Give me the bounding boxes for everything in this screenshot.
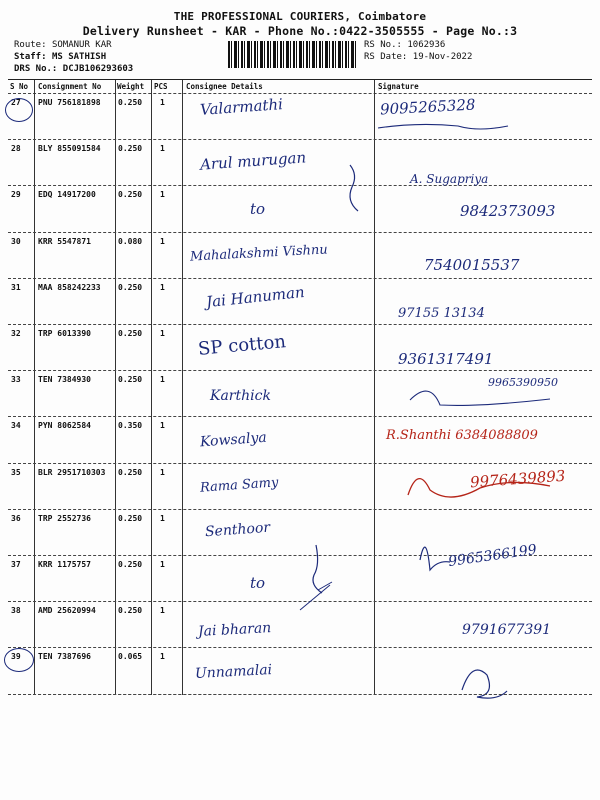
weight-cell: 0.250 bbox=[118, 98, 143, 107]
bracket-stroke bbox=[313, 545, 322, 593]
company-title: THE PROFESSIONAL COURIERS, Coimbatore bbox=[173, 10, 427, 23]
arrow-stroke bbox=[300, 582, 332, 610]
col-sno: S No bbox=[10, 82, 29, 91]
signature-handwriting: 9965366199 bbox=[447, 541, 538, 571]
consignee-handwriting: SP cotton bbox=[197, 331, 287, 360]
pcs-cell: 1 bbox=[160, 606, 165, 616]
consignee-handwriting: Jai Hanuman bbox=[205, 282, 306, 312]
weight-cell: 0.350 bbox=[118, 421, 143, 431]
weight-cell: 0.065 bbox=[118, 652, 143, 662]
consignment-cell: MAA 858242233 bbox=[38, 282, 101, 292]
consignee-handwriting: Rama Samy bbox=[199, 475, 279, 496]
rs-no-value: 1062936 bbox=[407, 40, 446, 50]
sno-cell: 30 bbox=[11, 236, 21, 246]
weight-cell: 0.250 bbox=[118, 467, 143, 477]
pcs-cell: 1 bbox=[160, 329, 165, 338]
rs-no-label: RS No.: bbox=[364, 40, 402, 50]
consignee-handwriting: Jai bharan bbox=[197, 620, 272, 640]
signature-handwriting: R.Shanthi 6384088809 bbox=[386, 428, 538, 443]
consignment-cell: BLY 855091584 bbox=[38, 144, 101, 154]
consignee-handwriting: Arul murugan bbox=[199, 148, 307, 174]
consignment-cell: PYN 8062584 bbox=[38, 421, 91, 431]
pcs-cell: 1 bbox=[160, 144, 165, 154]
consignment-cell: EDQ 14917200 bbox=[38, 190, 96, 200]
runsheet-subtitle: Delivery Runsheet - KAR - Phone No.:0422-3505555 - Page No.:3 bbox=[82, 24, 518, 38]
signature-handwriting: 9791677391 bbox=[462, 622, 552, 638]
rs-date-value: 19-Nov-2022 bbox=[412, 52, 473, 62]
pcs-cell: 1 bbox=[160, 98, 165, 107]
weight-cell: 0.080 bbox=[118, 236, 143, 246]
pcs-cell: 1 bbox=[160, 421, 165, 431]
sno-cell: 27 bbox=[11, 98, 21, 107]
staff-value: MS SATHISH bbox=[51, 52, 107, 62]
consignee-handwriting: Mahalakshmi Vishnu bbox=[189, 242, 329, 265]
sno-cell: 37 bbox=[11, 560, 21, 569]
pcs-cell: 1 bbox=[160, 236, 165, 246]
signature-handwriting: 9965390950 bbox=[488, 376, 558, 389]
col-weight: Weight bbox=[117, 82, 145, 91]
weight-cell: 0.250 bbox=[118, 144, 143, 154]
consignee-handwriting: Unnamalai bbox=[194, 661, 273, 683]
weight-cell: 0.250 bbox=[118, 282, 143, 292]
weight-cell: 0.250 bbox=[118, 513, 143, 523]
signature-stroke bbox=[378, 124, 508, 129]
col-signature: Signature bbox=[378, 82, 419, 91]
sno-cell: 28 bbox=[11, 144, 21, 154]
signature-handwriting: 9976439893 bbox=[469, 466, 566, 492]
sno-cell: 29 bbox=[11, 190, 21, 200]
pcs-cell: 1 bbox=[160, 375, 165, 385]
pcs-cell: 1 bbox=[160, 282, 165, 292]
weight-cell: 0.250 bbox=[118, 375, 143, 385]
sno-cell: 31 bbox=[11, 282, 21, 292]
drs-value: DCJB106293603 bbox=[62, 64, 134, 74]
pcs-cell: 1 bbox=[160, 513, 165, 523]
signature-handwriting: 9842373093 bbox=[460, 202, 556, 220]
signature-handwriting: 97155 13134 bbox=[398, 306, 485, 321]
consignment-cell: KRR 1175757 bbox=[38, 560, 91, 569]
consignment-cell: TEN 7387696 bbox=[38, 652, 91, 662]
consignment-cell: TRP 6013390 bbox=[38, 329, 91, 338]
pcs-cell: 1 bbox=[160, 467, 165, 477]
weight-cell: 0.250 bbox=[118, 190, 143, 200]
sno-cell: 36 bbox=[11, 513, 21, 523]
bracket-stroke bbox=[350, 165, 358, 211]
pcs-cell: 1 bbox=[160, 560, 165, 569]
table-bottom-rule bbox=[8, 694, 592, 695]
signature-handwriting: A. Sugapriya bbox=[410, 172, 489, 186]
consignee-handwriting: to bbox=[250, 200, 266, 218]
consignment-cell: BLR 2951710303 bbox=[38, 467, 106, 477]
consignment-cell: TRP 2552736 bbox=[38, 513, 91, 523]
consignee-handwriting: Karthick bbox=[210, 388, 271, 404]
consignee-handwriting: Kowsalya bbox=[199, 429, 268, 451]
weight-cell: 0.250 bbox=[118, 560, 143, 569]
col-consignee: Consignee Details bbox=[186, 82, 263, 91]
col-consignment: Consignment No bbox=[38, 82, 102, 91]
sno-cell: 33 bbox=[11, 375, 21, 385]
sno-cell: 38 bbox=[11, 606, 21, 616]
signature-handwriting: 9095265328 bbox=[379, 95, 476, 119]
consignment-cell: PNU 756181898 bbox=[38, 98, 101, 107]
sno-cell: 32 bbox=[11, 329, 21, 338]
signature-handwriting: 9361317491 bbox=[398, 350, 494, 368]
signature-stroke bbox=[420, 547, 450, 570]
pcs-cell: 1 bbox=[160, 190, 165, 200]
sno-cell: 35 bbox=[11, 467, 21, 477]
staff-label: Staff: bbox=[14, 52, 47, 62]
consignee-handwriting: Valarmathi bbox=[199, 95, 284, 119]
sno-cell: 34 bbox=[11, 421, 21, 431]
rs-date-label: RS Date: bbox=[364, 52, 408, 62]
col-pcs: PCS bbox=[154, 82, 168, 91]
weight-cell: 0.250 bbox=[118, 329, 143, 338]
consignment-cell: AMD 25620994 bbox=[38, 606, 96, 616]
consignment-cell: TEN 7384930 bbox=[38, 375, 91, 385]
sno-cell: 39 bbox=[11, 652, 21, 662]
consignee-handwriting: Senthoor bbox=[204, 519, 271, 541]
signature-stroke bbox=[410, 391, 550, 405]
pcs-cell: 1 bbox=[160, 652, 165, 662]
route-label: Route: bbox=[14, 40, 47, 50]
consignee-handwriting: to bbox=[250, 574, 266, 592]
route-value: SOMANUR KAR bbox=[51, 40, 112, 50]
consignment-cell: KRR 5547871 bbox=[38, 236, 91, 246]
drs-label: DRS No.: bbox=[14, 64, 58, 74]
weight-cell: 0.250 bbox=[118, 606, 143, 616]
signature-handwriting: 7540015537 bbox=[424, 256, 520, 274]
